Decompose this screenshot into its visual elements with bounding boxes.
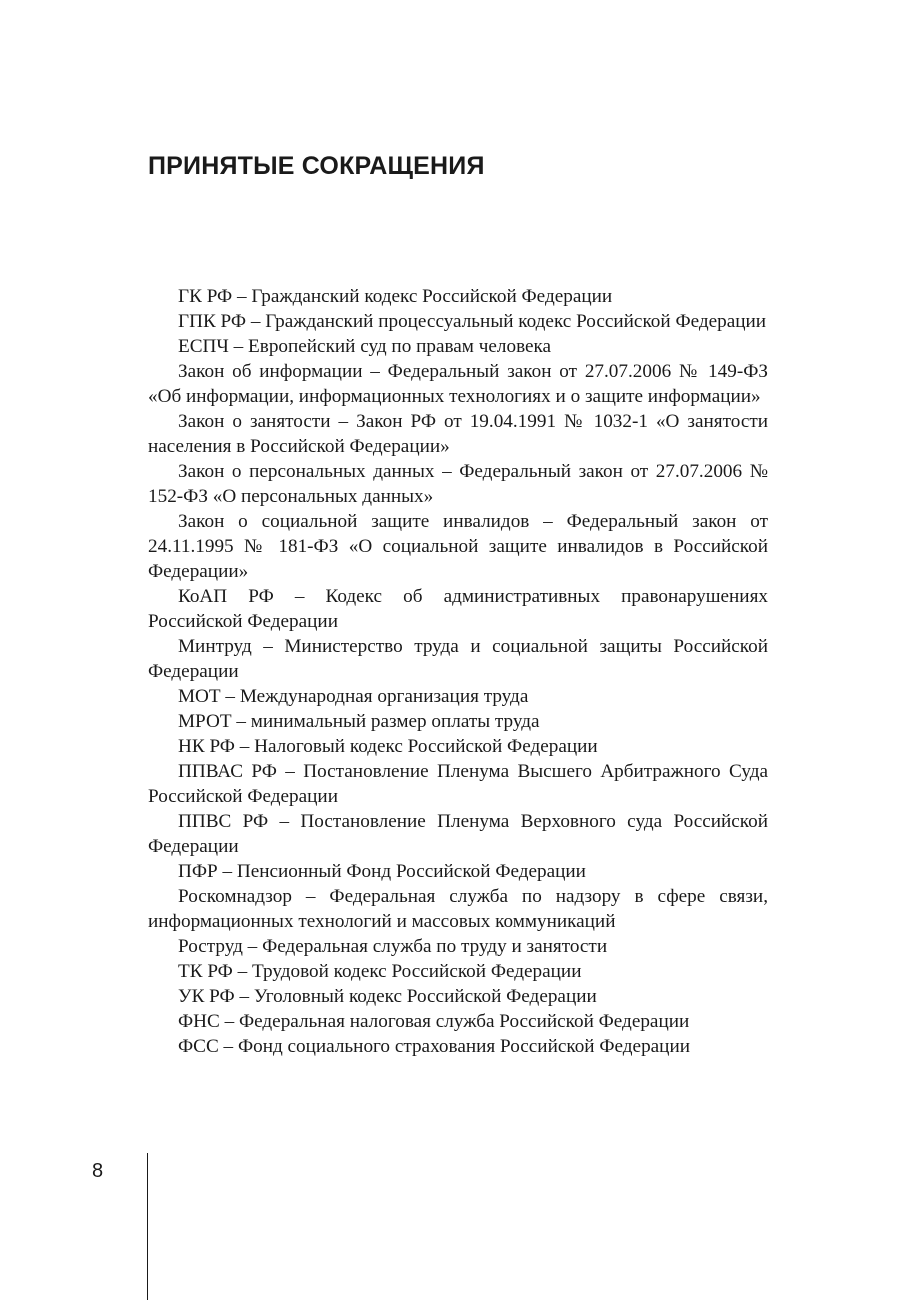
abbreviation-entry: Закон о занятости – Закон РФ от 19.04.1991 № 1032-1 «О занятости населения в Российской Федерации» (148, 411, 768, 457)
page-title: ПРИНЯТЫЕ СОКРАЩЕНИЯ (148, 152, 485, 180)
abbreviation-entry: ГПК РФ – Гражданский процессуальный кодекс Российской Федерации (178, 311, 767, 332)
abbreviation-entry: ФСС – Фонд социального страхования Российской Федерации (178, 1036, 690, 1057)
abbreviation-entry: ЕСПЧ – Европейский суд по правам человека (178, 336, 552, 357)
abbreviation-entry: ГК РФ – Гражданский кодекс Российской Федерации (178, 286, 613, 307)
abbreviation-entry: УК РФ – Уголовный кодекс Российской Федерации (178, 986, 597, 1007)
page-number: 8 (92, 1160, 104, 1182)
margin-rule (147, 1153, 148, 1300)
abbreviation-entry: Роскомнадзор – Федеральная служба по надзору в сфере связи, информационных технологий и массовых коммуникаций (148, 886, 768, 932)
abbreviation-entry: ППВАС РФ – Постановление Пленума Высшего Арбитражного Суда Российской Федерации (148, 761, 768, 807)
abbreviation-entry: ТК РФ – Трудовой кодекс Российской Федерации (178, 961, 582, 982)
abbreviation-entry: Роструд – Федеральная служба по труду и занятости (178, 936, 608, 957)
abbreviation-entry: ППВС РФ – Постановление Пленума Верховного суда Российской Федерации (148, 811, 768, 857)
abbreviation-entry: ФНС – Федеральная налоговая служба Российской Федерации (178, 1011, 690, 1032)
abbreviation-entry: Закон об информации – Федеральный закон от 27.07.2006 № 149-ФЗ «Об информации, информационных технологиях и о защите информации» (148, 361, 768, 407)
abbreviation-entry: ПФР – Пенсионный Фонд Российской Федерации (178, 861, 586, 882)
abbreviation-entry: Закон о персональных данных – Федеральный закон от 27.07.2006 № 152-ФЗ «О персональных данных» (148, 461, 768, 507)
abbreviation-entry: Закон о социальной защите инвалидов – Федеральный закон от 24.11.1995 № 181-ФЗ «О социальной защите инвалидов в Российской Федерации» (148, 511, 768, 582)
abbreviation-entry: Минтруд – Министерство труда и социальной защиты Российской Федерации (148, 636, 768, 682)
abbreviation-entry: НК РФ – Налоговый кодекс Российской Федерации (178, 736, 598, 757)
abbreviation-entry: КоАП РФ – Кодекс об административных правонарушениях Российской Федерации (148, 586, 768, 632)
abbreviation-entry: МОТ – Международная организация труда (178, 686, 529, 707)
abbreviation-entry: МРОТ – минимальный размер оплаты труда (178, 711, 540, 732)
abbreviations-list (148, 284, 768, 1059)
